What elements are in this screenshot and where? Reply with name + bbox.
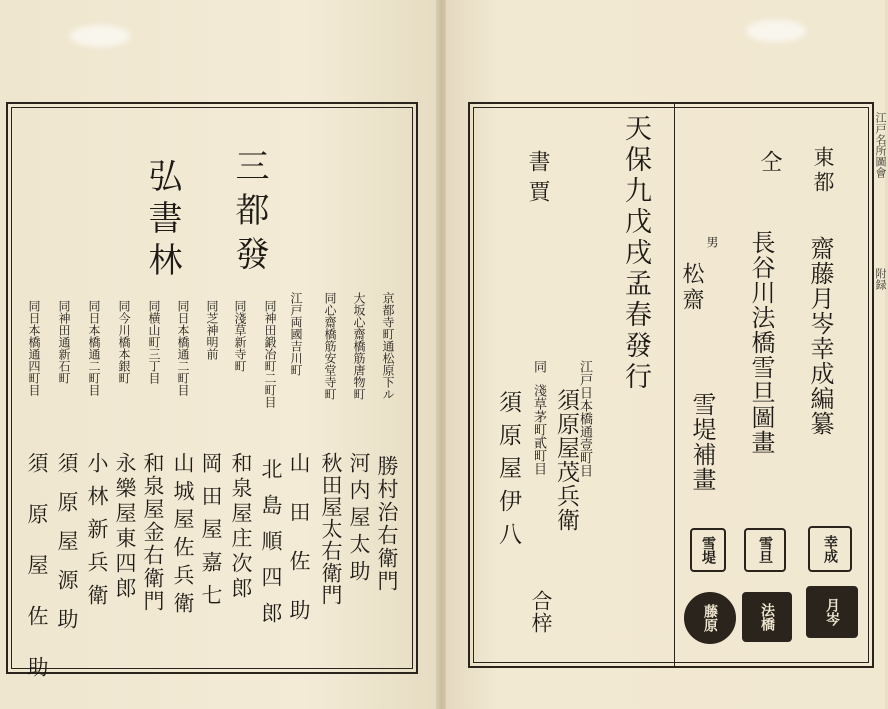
seal-stamp: 雪堤 — [690, 528, 726, 572]
seller-address: 大坂心齋橋筋唐物町 — [352, 292, 366, 400]
publishers-label: 書賈 — [525, 150, 550, 210]
seller-address: 同横山町三丁目 — [147, 300, 161, 384]
publisher-name: 須原屋茂兵衛 — [553, 388, 579, 532]
together-mark: 仝 — [757, 150, 782, 172]
seller-address: 同淺草新寺町 — [233, 300, 247, 372]
illustrator-name: 長谷川法橋雪旦圖畫 — [747, 230, 775, 455]
seller-name: 岡田屋嘉七 — [199, 452, 223, 617]
publisher-address: 淺草茅町貳町目 — [531, 384, 546, 475]
right-page — [446, 0, 885, 709]
son-mark: 男 — [705, 236, 719, 248]
left-title: 三都發 — [229, 148, 269, 280]
seller-name: 須原屋佐助 — [25, 452, 49, 707]
seller-address: 同神田通新石町 — [57, 300, 71, 384]
publisher-name: 須原屋伊八 — [495, 390, 521, 555]
seller-address: 同神田鍛冶町二町目 — [263, 300, 277, 408]
illustrator2-name: 雪堤補畫 — [688, 392, 716, 492]
seal-stamp: 月岑 — [806, 586, 858, 638]
seller-address: 江戸両國吉川町 — [289, 292, 303, 376]
spine-text: 江戸名所圖會 — [874, 112, 887, 178]
seal-stamp: 雪旦 — [744, 528, 786, 572]
seller-address: 同日本橋通二町目 — [87, 300, 101, 396]
seal-stamp: 幸成 — [808, 526, 852, 572]
seller-name: 北島順四郎 — [259, 458, 283, 638]
son-name: 松齋 — [679, 262, 704, 314]
publisher-joint: 合梓 — [529, 590, 553, 634]
seller-name: 須原屋源助 — [55, 452, 79, 647]
seller-address: 同芝神明前 — [205, 300, 219, 360]
seller-name: 勝村治右衛門 — [375, 455, 399, 593]
seller-address: 同今川橋本銀町 — [117, 300, 131, 384]
seller-name: 河内屋太助 — [347, 452, 371, 587]
author-place: 東都 — [811, 146, 835, 196]
seller-name: 永樂屋東四郎 — [113, 452, 137, 602]
left-page — [0, 0, 438, 709]
left-subtitle: 弘書林 — [142, 158, 182, 284]
seller-name: 小林新兵衛 — [85, 452, 109, 617]
seller-address: 同日本橋通二町目 — [176, 300, 190, 396]
seller-name: 秋田屋太右衛門 — [319, 452, 343, 606]
seller-address: 同心齋橋筋安堂寺町 — [323, 292, 337, 400]
seal-stamp: 法橋 — [742, 592, 792, 642]
seller-address: 同日本橋通四町目 — [27, 300, 41, 396]
seller-name: 山城屋佐兵衛 — [171, 452, 195, 620]
paper-stain — [70, 25, 130, 47]
column-divider — [674, 104, 675, 666]
seller-name: 和泉屋金右衛門 — [141, 452, 165, 613]
paper-stain — [746, 20, 806, 42]
seller-address: 京都寺町通松原下ル — [381, 292, 395, 400]
seller-name: 和泉屋庄次郎 — [229, 452, 253, 602]
seal-stamp: 藤原 — [684, 592, 736, 644]
author-name: 齋藤月岑幸成編纂 — [806, 236, 834, 436]
publisher-prefix: 同 — [531, 360, 546, 373]
publication-date: 天保九戊戌孟春發行 — [620, 114, 651, 393]
seller-name: 山田佐助 — [287, 452, 311, 648]
publisher-address: 江戸日本橋通壹町目 — [577, 360, 592, 477]
side-text: 附録 — [874, 268, 887, 290]
